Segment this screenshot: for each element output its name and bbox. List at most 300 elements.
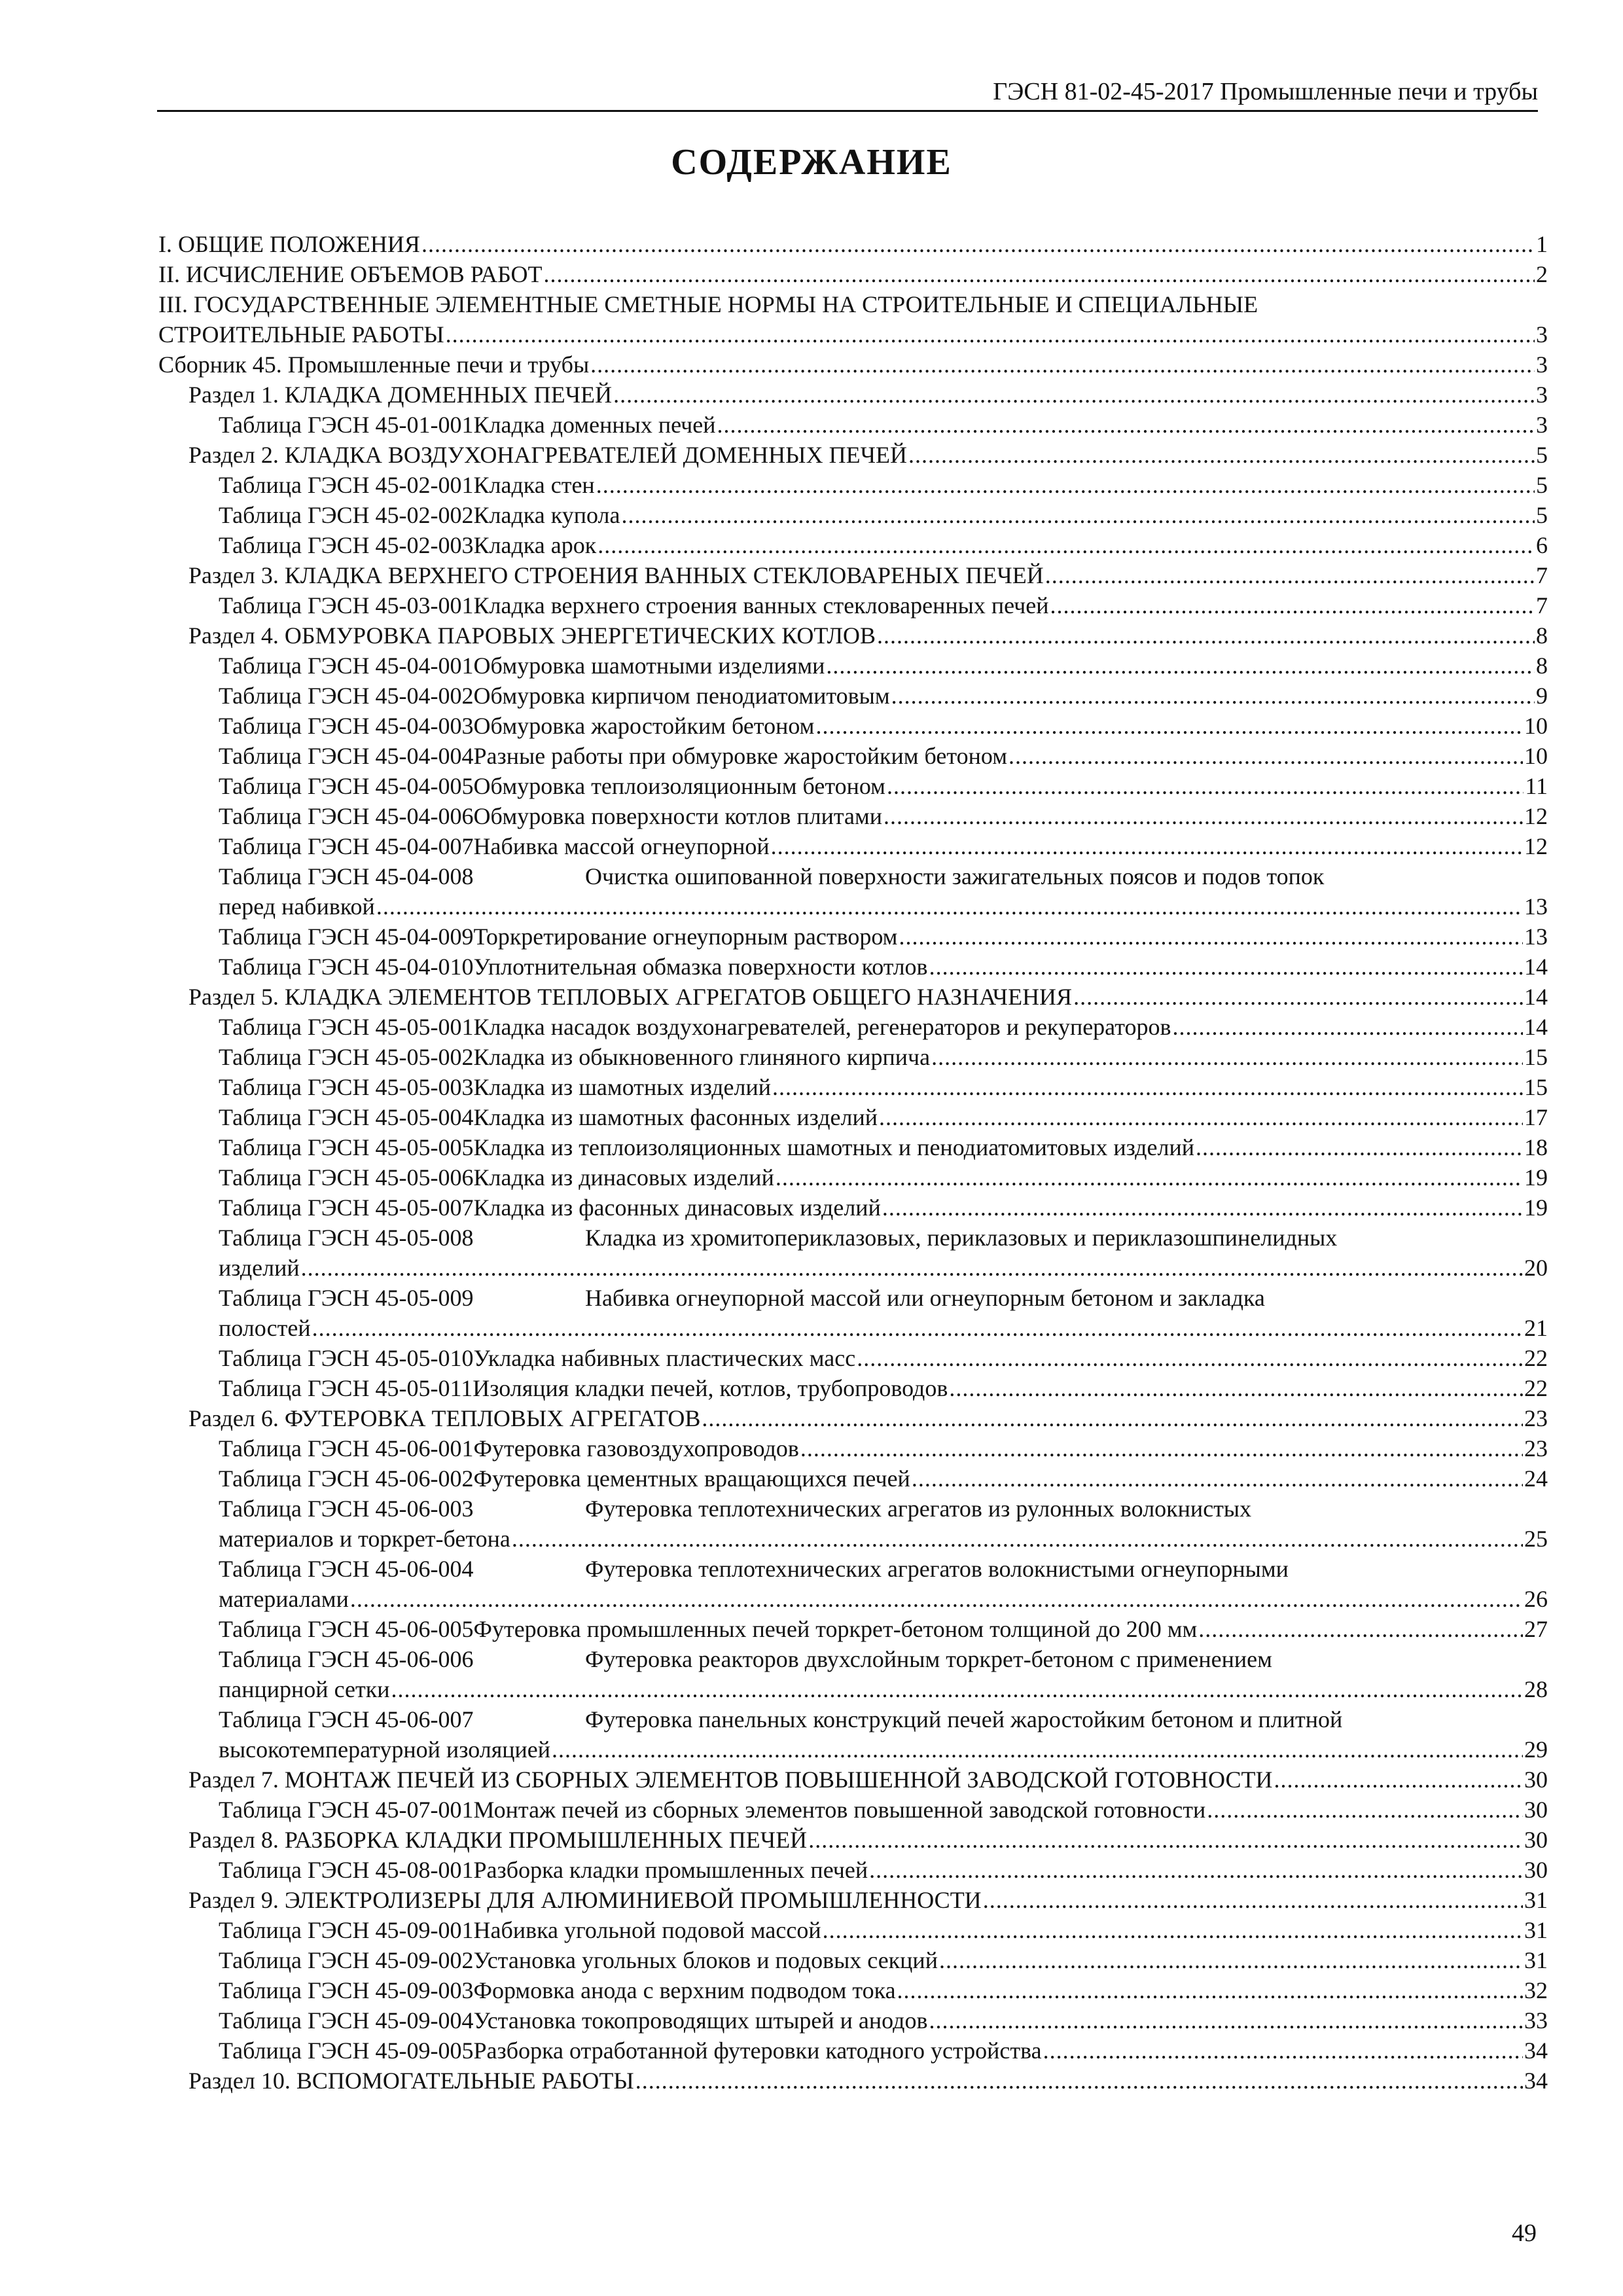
toc-table-entry[interactable] (158, 711, 1548, 741)
toc-page-number: 22 (1524, 1375, 1548, 1401)
toc-table-entry[interactable] (158, 1102, 1548, 1132)
toc-line (158, 1343, 1548, 1373)
toc-line (158, 380, 1548, 410)
toc-table-title-continued: изделий (219, 1255, 300, 1281)
toc-page-number: 34 (1524, 2037, 1548, 2064)
toc-table-code: Таблица ГЭСН 45-05-001 (219, 1014, 474, 1040)
toc-page-number: 10 (1524, 743, 1548, 769)
toc-table-entry[interactable] (158, 1463, 1548, 1494)
toc-table-title: Кладка из шамотных изделий (473, 1074, 772, 1100)
dot-leader (1207, 1795, 1523, 1825)
toc-line (158, 952, 1548, 982)
page-title: СОДЕРЖАНИЕ (671, 142, 952, 183)
toc-table-entry[interactable] (158, 2005, 1548, 2036)
toc-table-code: Таблица ГЭСН 45-04-007 (219, 833, 474, 859)
dot-leader (613, 380, 1535, 410)
toc-line (158, 530, 1548, 560)
dot-leader (908, 440, 1535, 470)
toc-table-code: Таблица ГЭСН 45-09-002 (219, 1947, 474, 1973)
dot-leader (877, 620, 1535, 651)
toc-page-number: 18 (1524, 1134, 1548, 1160)
toc-table-entry[interactable] (158, 500, 1548, 530)
toc-table-title: Футеровка теплотехнических агрегатов волокнистыми огнеупорными (585, 1556, 1289, 1582)
toc-page-number: 23 (1524, 1435, 1548, 1462)
toc-line (158, 831, 1548, 861)
toc-table-entry[interactable] (158, 1042, 1548, 1072)
dot-leader (891, 681, 1535, 711)
toc-table-title: Футеровка газовоздухопроводов (473, 1435, 799, 1462)
toc-line (158, 1012, 1548, 1042)
toc-section-title: Раздел 6. ФУТЕРОВКА ТЕПЛОВЫХ АГРЕГАТОВ (188, 1405, 701, 1431)
toc-table-code: Таблица ГЭСН 45-05-005 (219, 1134, 474, 1160)
toc-table-entry[interactable] (158, 651, 1548, 681)
toc-table-title: Разборка отработанной футеровки катодного устройства (473, 2037, 1042, 2064)
toc-section-title: Раздел 2. КЛАДКА ВОЗДУХОНАГРЕВАТЕЛЕЙ ДОМЕННЫХ ПЕЧЕЙ (188, 442, 907, 468)
toc-table-code: Таблица ГЭСН 45-09-004 (219, 2007, 474, 2034)
toc-table-code: Таблица ГЭСН 45-04-006 (219, 803, 474, 829)
toc-table-code: Таблица ГЭСН 45-04-002 (219, 683, 474, 709)
toc-table-entry[interactable] (158, 530, 1548, 560)
toc-table-code: Таблица ГЭСН 45-03-001 (219, 592, 474, 619)
toc-line (158, 651, 1548, 681)
toc-table-entry[interactable] (158, 741, 1548, 771)
dot-leader (702, 1403, 1523, 1433)
toc-line (158, 1524, 1548, 1554)
toc-line (158, 620, 1548, 651)
toc-page-number: 19 (1524, 1194, 1548, 1221)
toc-line (158, 560, 1548, 590)
toc-page-number: 20 (1524, 1255, 1548, 1281)
dot-leader (590, 350, 1535, 380)
toc-table-code: Таблица ГЭСН 45-06-007 (219, 1706, 474, 1732)
toc-table-entry[interactable] (158, 1494, 1548, 1554)
toc-line (158, 2036, 1548, 2066)
toc-section[interactable] (158, 1765, 1548, 1795)
toc-line (158, 1795, 1548, 1825)
toc-table-title: Установка токопроводящих штырей и анодов (473, 2007, 928, 2034)
toc-table-title: Разборка кладки промышленных печей (473, 1857, 868, 1883)
toc-table-title: Кладка арок (473, 532, 597, 558)
dot-leader (939, 1945, 1523, 1975)
toc-table-entry[interactable] (158, 681, 1548, 711)
dot-leader (446, 319, 1535, 350)
toc-table-entry[interactable] (158, 1433, 1548, 1463)
toc-section[interactable] (158, 380, 1548, 410)
toc-table-title: Кладка купола (473, 502, 620, 528)
toc-page-number: 26 (1524, 1586, 1548, 1612)
toc-table-entry[interactable] (158, 1614, 1548, 1644)
toc-page-number: 14 (1524, 954, 1548, 980)
toc-page-number: 10 (1524, 713, 1548, 739)
toc-line (158, 2066, 1548, 2096)
toc-table-title: Изоляция кладки печей, котлов, трубопроводов (473, 1375, 948, 1401)
toc-table-code: Таблица ГЭСН 45-06-005 (219, 1616, 474, 1642)
toc-table-title: Кладка стен (473, 472, 595, 498)
toc-table-entry[interactable] (158, 801, 1548, 831)
toc-table-entry[interactable] (158, 1855, 1548, 1885)
toc-entry[interactable] (158, 229, 1548, 259)
toc-line (158, 771, 1548, 801)
toc-table-code: Таблица ГЭСН 45-04-004 (219, 743, 474, 769)
toc-table-code: Таблица ГЭСН 45-04-008 (219, 863, 474, 889)
dot-leader (771, 831, 1523, 861)
toc-line (158, 289, 1548, 319)
toc-table-entry[interactable] (158, 470, 1548, 500)
toc-table-title: Футеровка панельных конструкций печей жаростойким бетоном и плитной (585, 1706, 1343, 1732)
dot-leader (883, 801, 1523, 831)
toc-line (158, 1945, 1548, 1975)
toc-table-title-continued: полостей (219, 1315, 311, 1341)
toc-page-number: 5 (1536, 472, 1548, 498)
toc-page-number: 30 (1524, 1827, 1548, 1853)
toc-line (158, 229, 1548, 259)
toc-line (158, 1765, 1548, 1795)
toc-section[interactable] (158, 1403, 1548, 1433)
toc-page-number: 22 (1524, 1345, 1548, 1371)
toc-section-title: Раздел 8. РАЗБОРКА КЛАДКИ ПРОМЫШЛЕННЫХ ПЕЧЕЙ (188, 1827, 808, 1853)
dot-leader (815, 711, 1523, 741)
toc-line (158, 1644, 1548, 1674)
toc-line (158, 410, 1548, 440)
toc-table-title: Кладка из хромитопериклазовых, периклазовых и периклазошпинелидных (585, 1225, 1338, 1251)
toc-line (158, 982, 1548, 1012)
toc-table-code: Таблица ГЭСН 45-05-007 (219, 1194, 474, 1221)
dot-leader (544, 259, 1535, 289)
toc-line (158, 1223, 1548, 1253)
toc-table-entry[interactable] (158, 1343, 1548, 1373)
toc-table-code: Таблица ГЭСН 45-06-004 (219, 1556, 474, 1582)
dot-leader (301, 1253, 1523, 1283)
toc-page-number: 14 (1524, 984, 1548, 1010)
toc-line (158, 2005, 1548, 2036)
toc-section[interactable] (158, 440, 1548, 470)
dot-leader (869, 1855, 1523, 1885)
toc-table-entry[interactable] (158, 1283, 1548, 1343)
toc-line (158, 1373, 1548, 1403)
dot-leader (808, 1825, 1523, 1855)
toc-line (158, 891, 1548, 922)
toc-table-title: Обмуровка теплоизоляционным бетоном (473, 773, 885, 799)
toc-line (158, 1494, 1548, 1524)
dot-leader (1050, 590, 1535, 620)
dot-leader (1198, 1614, 1523, 1644)
toc-line (158, 590, 1548, 620)
toc-line (158, 470, 1548, 500)
toc-table-entry[interactable] (158, 1915, 1548, 1945)
toc-table-code: Таблица ГЭСН 45-02-003 (219, 532, 474, 558)
toc-page-number: 12 (1524, 833, 1548, 859)
toc-table-title: Футеровка теплотехнических агрегатов из рулонных волокнистых (585, 1496, 1252, 1522)
toc-table-code: Таблица ГЭСН 45-04-010 (219, 954, 474, 980)
toc-table-code: Таблица ГЭСН 45-05-006 (219, 1164, 474, 1191)
toc-line (158, 1162, 1548, 1193)
toc-section-title: Раздел 1. КЛАДКА ДОМЕННЫХ ПЕЧЕЙ (188, 382, 613, 408)
toc-table-code: Таблица ГЭСН 45-05-009 (219, 1285, 474, 1311)
toc-table-entry[interactable] (158, 590, 1548, 620)
toc-table-code: Таблица ГЭСН 45-06-006 (219, 1646, 474, 1672)
toc-table-title: Кладка верхнего строения ванных стекловаренных печей (473, 592, 1049, 619)
toc-line (158, 681, 1548, 711)
toc-page-number: 31 (1524, 1917, 1548, 1943)
toc-table-title-continued: перед набивкой (219, 893, 375, 920)
running-title: ГЭСН 81-02-45-2017 Промышленные печи и трубы (993, 78, 1538, 105)
toc-table-code: Таблица ГЭСН 45-02-002 (219, 502, 474, 528)
toc-table-title: Набивка массой огнеупорной (473, 833, 770, 859)
dot-leader (1173, 1012, 1524, 1042)
toc-section-title: Раздел 10. ВСПОМОГАТЕЛЬНЫЕ РАБОТЫ (188, 2068, 634, 2094)
toc-entry-title-continued: СТРОИТЕЛЬНЫЕ РАБОТЫ (158, 321, 444, 348)
toc-table-entry[interactable] (158, 1945, 1548, 1975)
toc-page-number: 31 (1524, 1887, 1548, 1913)
dot-leader (776, 1162, 1523, 1193)
toc-table-code: Таблица ГЭСН 45-04-001 (219, 653, 474, 679)
toc-table-title: Формовка анода с верхним подводом тока (473, 1977, 896, 2003)
toc-page-number: 5 (1536, 502, 1548, 528)
toc-line (158, 1855, 1548, 1885)
toc-table-title-continued: панцирной сетки (219, 1676, 390, 1702)
dot-leader (857, 1343, 1523, 1373)
dot-leader (887, 771, 1524, 801)
toc-table-entry[interactable] (158, 1554, 1548, 1614)
toc-table-title: Кладка из обыкновенного глиняного кирпича (473, 1044, 931, 1070)
toc-entry[interactable] (158, 289, 1548, 350)
dot-leader (350, 1584, 1523, 1614)
toc-table-entry[interactable] (158, 410, 1548, 440)
toc-page-number: 8 (1536, 653, 1548, 679)
toc-line (158, 1313, 1548, 1343)
toc-page-number: 11 (1525, 773, 1548, 799)
toc-page-number: 17 (1524, 1104, 1548, 1130)
dot-leader (512, 1524, 1523, 1554)
toc-page-number: 6 (1536, 532, 1548, 558)
toc-line (158, 500, 1548, 530)
toc-page-number: 33 (1524, 2007, 1548, 2034)
toc-line (158, 1885, 1548, 1915)
toc-page-number: 9 (1536, 683, 1548, 709)
toc-section-title: Раздел 3. КЛАДКА ВЕРХНЕГО СТРОЕНИЯ ВАННЫХ СТЕКЛОВАРЕНЫХ ПЕЧЕЙ (188, 562, 1044, 588)
toc-table-entry[interactable] (158, 922, 1548, 952)
toc-page-number: 32 (1524, 1977, 1548, 2003)
toc-line (158, 801, 1548, 831)
toc-section-title: Раздел 4. ОБМУРОВКА ПАРОВЫХ ЭНЕРГЕТИЧЕСКИХ КОТЛОВ (188, 622, 876, 649)
dot-leader (949, 1373, 1523, 1403)
dot-leader (983, 1885, 1523, 1915)
toc-page-number: 15 (1524, 1074, 1548, 1100)
toc-table-code: Таблица ГЭСН 45-09-005 (219, 2037, 474, 2064)
toc-table-title: Кладка насадок воздухонагревателей, регенераторов и рекуператоров (473, 1014, 1171, 1040)
dot-leader (596, 470, 1535, 500)
toc-section[interactable] (158, 560, 1548, 590)
dot-leader (1274, 1765, 1523, 1795)
toc-line (158, 1132, 1548, 1162)
toc-line (158, 1463, 1548, 1494)
toc-table-entry[interactable] (158, 1644, 1548, 1704)
toc-line (158, 1072, 1548, 1102)
toc-line (158, 1403, 1548, 1433)
toc-line (158, 1433, 1548, 1463)
toc-table-entry[interactable] (158, 1795, 1548, 1825)
toc-table-code: Таблица ГЭСН 45-06-001 (219, 1435, 474, 1462)
toc-page-number: 1 (1536, 231, 1548, 257)
dot-leader (1073, 982, 1523, 1012)
toc-table-title: Кладка из шамотных фасонных изделий (473, 1104, 878, 1130)
dot-leader (1043, 2036, 1523, 2066)
dot-leader (597, 530, 1535, 560)
toc-entry-title: Сборник 45. Промышленные печи и трубы (158, 351, 590, 378)
toc-page-number: 25 (1524, 1526, 1548, 1552)
dot-leader (800, 1433, 1523, 1463)
toc-table-code: Таблица ГЭСН 45-04-009 (219, 924, 474, 950)
toc-page-number: 19 (1524, 1164, 1548, 1191)
running-header (157, 71, 1538, 112)
toc-page-number: 2 (1536, 261, 1548, 287)
toc-line (158, 861, 1548, 891)
toc-page-number: 24 (1524, 1465, 1548, 1492)
toc-table-entry[interactable] (158, 1373, 1548, 1403)
toc-table-code: Таблица ГЭСН 45-04-005 (219, 773, 474, 799)
toc-table-code: Таблица ГЭСН 45-05-010 (219, 1345, 474, 1371)
toc-page-number: 3 (1536, 321, 1548, 348)
toc-table-code: Таблица ГЭСН 45-06-002 (219, 1465, 474, 1492)
toc-line (158, 350, 1548, 380)
toc-table-title: Набивка огнеупорной массой или огнеупорным бетоном и закладка (585, 1285, 1265, 1311)
toc-page-number: 13 (1524, 924, 1548, 950)
toc-table-title-continued: высокотемпературной изоляцией (219, 1736, 551, 1763)
toc-table-title: Монтаж печей из сборных элементов повышенной заводской готовности (473, 1797, 1206, 1823)
toc-page-number: 23 (1524, 1405, 1548, 1431)
toc-table-code: Таблица ГЭСН 45-05-002 (219, 1044, 474, 1070)
toc-table-title: Обмуровка поверхности котлов плитами (473, 803, 883, 829)
toc-table-title: Обмуровка шамотными изделиями (473, 653, 825, 679)
toc-table-code: Таблица ГЭСН 45-05-004 (219, 1104, 474, 1130)
dot-leader (635, 2066, 1523, 2096)
toc-entry[interactable] (158, 259, 1548, 289)
toc-section[interactable] (158, 2066, 1548, 2096)
toc-table-title: Установка угольных блоков и подовых секций (473, 1947, 938, 1973)
toc-line (158, 1554, 1548, 1584)
toc-line (158, 1825, 1548, 1855)
toc-line (158, 1734, 1548, 1765)
toc-table-code: Таблица ГЭСН 45-04-003 (219, 713, 474, 739)
toc-table-title: Футеровка реакторов двухслойным торкрет-бетоном с применением (585, 1646, 1272, 1672)
dot-leader (1045, 560, 1535, 590)
dot-leader (376, 891, 1523, 922)
toc-line (158, 259, 1548, 289)
toc-table-title-continued: материалов и торкрет-бетона (219, 1526, 510, 1552)
toc-table-code: Таблица ГЭСН 45-01-001 (219, 412, 474, 438)
toc-page-number: 3 (1536, 351, 1548, 378)
toc-table-entry[interactable] (158, 1223, 1548, 1283)
toc-line (158, 1283, 1548, 1313)
toc-line (158, 1193, 1548, 1223)
toc-page-number: 31 (1524, 1947, 1548, 1973)
toc-table-entry[interactable] (158, 1975, 1548, 2005)
dot-leader (772, 1072, 1523, 1102)
toc-line (158, 1614, 1548, 1644)
toc-page-number: 27 (1524, 1616, 1548, 1642)
dot-leader (391, 1674, 1523, 1704)
toc-table-entry[interactable] (158, 861, 1548, 922)
toc-table-title: Укладка набивных пластических масс (473, 1345, 856, 1371)
dot-leader (552, 1734, 1523, 1765)
toc-page-number: 12 (1524, 803, 1548, 829)
toc-table-title: Уплотнительная обмазка поверхности котлов (473, 954, 928, 980)
toc-table-entry[interactable] (158, 2036, 1548, 2066)
toc-line (158, 1042, 1548, 1072)
page-number: 49 (1512, 2219, 1537, 2247)
dot-leader (717, 410, 1535, 440)
toc-section[interactable] (158, 1825, 1548, 1855)
toc-page-number: 14 (1524, 1014, 1548, 1040)
dot-leader (1008, 741, 1523, 771)
toc-table-entry[interactable] (158, 1704, 1548, 1765)
toc-section[interactable] (158, 1885, 1548, 1915)
toc-table-code: Таблица ГЭСН 45-05-003 (219, 1074, 474, 1100)
toc-page-number: 3 (1536, 382, 1548, 408)
toc-table-title: Кладка из динасовых изделий (473, 1164, 774, 1191)
dot-leader (823, 1915, 1523, 1945)
toc-page-number: 5 (1536, 442, 1548, 468)
toc-page-number: 34 (1524, 2068, 1548, 2094)
toc-table-code: Таблица ГЭСН 45-06-003 (219, 1496, 474, 1522)
toc-line (158, 711, 1548, 741)
toc-entry-title: III. ГОСУДАРСТВЕННЫЕ ЭЛЕМЕНТНЫЕ СМЕТНЫЕ НОРМЫ НА СТРОИТЕЛЬНЫЕ И СПЕЦИАЛЬНЫЕ (158, 291, 1258, 317)
toc-table-entry[interactable] (158, 771, 1548, 801)
dot-leader (929, 2005, 1523, 2036)
toc-table-title: Обмуровка кирпичом пенодиатомитовым (473, 683, 890, 709)
toc-table-code: Таблица ГЭСН 45-05-011 (219, 1375, 473, 1401)
toc-table-entry[interactable] (158, 1193, 1548, 1223)
toc-line (158, 1915, 1548, 1945)
toc-table-entry[interactable] (158, 1162, 1548, 1193)
dot-leader (899, 922, 1523, 952)
toc-table-title: Обмуровка жаростойким бетоном (473, 713, 815, 739)
toc-table-entry[interactable] (158, 1012, 1548, 1042)
toc-section[interactable] (158, 982, 1548, 1012)
dot-leader (897, 1975, 1523, 2005)
toc-entry[interactable] (158, 350, 1548, 380)
toc-line (158, 1102, 1548, 1132)
toc-page-number: 7 (1536, 592, 1548, 619)
toc-table-entry[interactable] (158, 952, 1548, 982)
toc-table-title-continued: материалами (219, 1586, 349, 1612)
toc-table-title: Футеровка цементных вращающихся печей (473, 1465, 910, 1492)
dot-leader (1196, 1132, 1523, 1162)
toc-line (158, 741, 1548, 771)
toc-line (158, 440, 1548, 470)
toc-line (158, 1704, 1548, 1734)
toc-page-number: 29 (1524, 1736, 1548, 1763)
dot-leader (882, 1193, 1523, 1223)
toc-table-code: Таблица ГЭСН 45-09-001 (219, 1917, 474, 1943)
toc-line (158, 1674, 1548, 1704)
toc-table-title: Торкретирование огнеупорным раствором (473, 924, 898, 950)
dot-leader (931, 1042, 1523, 1072)
toc-section[interactable] (158, 620, 1548, 651)
toc-table-title: Очистка ошипованной поверхности зажигательных поясов и подов топок (585, 863, 1325, 889)
toc-line (158, 1584, 1548, 1614)
toc-table-code: Таблица ГЭСН 45-05-008 (219, 1225, 474, 1251)
toc-table-title: Кладка из теплоизоляционных шамотных и пенодиатомитовых изделий (473, 1134, 1194, 1160)
toc-table-code: Таблица ГЭСН 45-02-001 (219, 472, 474, 498)
dot-leader (312, 1313, 1523, 1343)
toc-table-entry[interactable] (158, 831, 1548, 861)
toc-table-entry[interactable] (158, 1072, 1548, 1102)
dot-leader (421, 229, 1535, 259)
dot-leader (621, 500, 1535, 530)
dot-leader (826, 651, 1535, 681)
toc-table-entry[interactable] (158, 1132, 1548, 1162)
